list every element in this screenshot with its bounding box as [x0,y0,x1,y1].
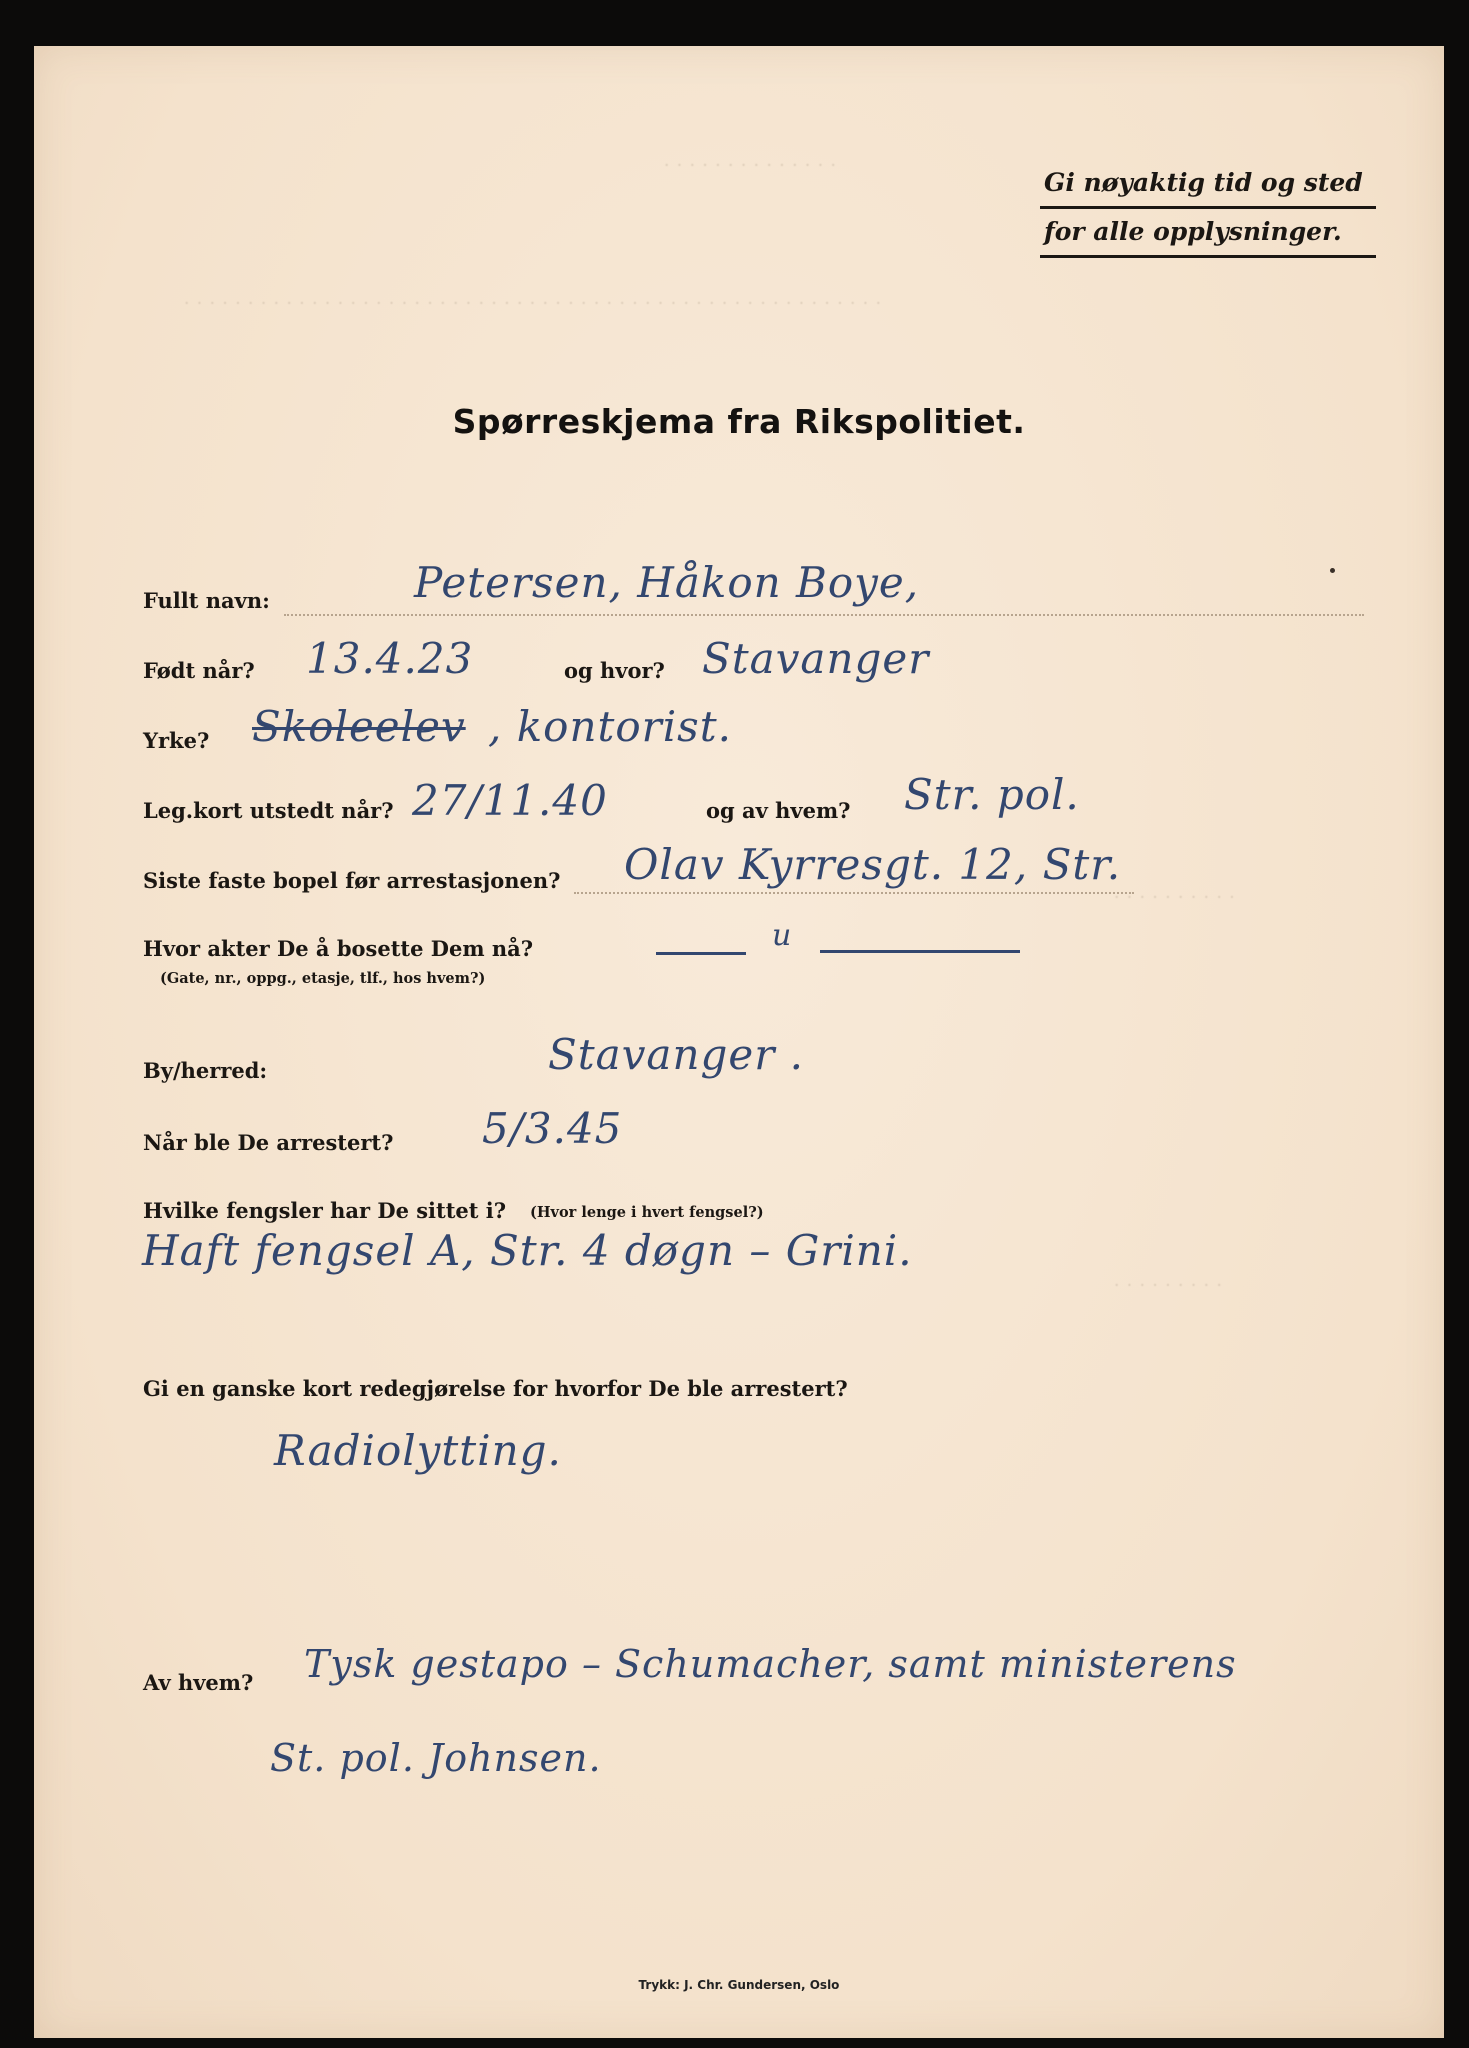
address-value: Olav Kyrresgt. 12, Str. [624,840,1122,889]
occupation-struck-value: Skoleelev [252,702,466,751]
printer-imprint: Trykk: J. Chr. Gundersen, Oslo [638,1978,840,1992]
by-whom-value-line2: St. pol. Johnsen. [270,1736,602,1780]
name-value: Petersen, Håkon Boye, [414,558,920,607]
born-where-value: Stavanger [702,634,930,683]
born-where-label: og hvor? [564,658,665,683]
legkort-by-value: Str. pol. [904,770,1080,819]
name-line [284,614,1364,616]
arrested-value: 5/3.45 [482,1104,623,1153]
settle-hint: (Gate, nr., oppg., etasje, tlf., hos hvem?) [160,970,486,987]
town-value: Stavanger . [548,1030,805,1079]
born-label: Født når? [143,658,255,683]
ink-speck [1330,568,1335,573]
instruction-notice [1040,160,1376,258]
settle-value: u [772,918,793,953]
address-line [574,892,1134,894]
settle-dash-right [820,950,1020,953]
questionnaire-sheet [34,46,1444,2038]
prisons-label: Hvilke fengsler har De sittet i? [143,1198,507,1223]
name-label: Fullt navn: [143,588,270,613]
by-whom-value-line1: Tysk gestapo – Schumacher, samt ministerens [304,1642,1237,1686]
arrested-label: Når ble De arrestert? [143,1130,394,1155]
occupation-value: , kontorist. [488,702,732,751]
prisons-hint: (Hvor lenge i hvert fengsel?) [530,1204,764,1221]
notice-line-2: for alle opplysninger. [1040,209,1376,258]
settle-label: Hvor akter De å bosette Dem nå? [143,936,534,961]
occupation-label: Yrke? [143,728,210,753]
born-date-value: 13.4.23 [306,634,474,683]
form-title: Spørreskjema fra Rikspolitiet. [452,402,1026,441]
legkort-date-value: 27/11.40 [412,776,608,825]
reason-label: Gi en ganske kort redegjørelse for hvorfor De ble arrestert? [143,1376,848,1401]
notice-line-1: Gi nøyaktig tid og sted [1040,160,1376,209]
bleed-through-text: · · · · · · · · · · · · · · [664,156,837,176]
bleed-through-text: · · · · · · · · · · [1114,888,1236,908]
bleed-through-text: · · · · · · · · · · · · · · · · · · · · · · · · · · · · · · · · · · · · · · · · · · · · · · · · · · · · · · · [184,294,883,314]
bleed-through-text: · · · · · · · · · [1114,1276,1223,1296]
town-label: By/herred: [143,1058,268,1083]
by-whom-label: Av hvem? [143,1670,254,1695]
legkort-label: Leg.kort utstedt når? [143,798,394,823]
settle-dash-left [656,952,746,955]
address-label: Siste faste bopel før arrestasjonen? [143,868,561,893]
prisons-value: Haft fengsel A, Str. 4 døgn – Grini. [142,1226,913,1275]
reason-value: Radiolytting. [274,1426,562,1475]
legkort-by-label: og av hvem? [706,798,851,823]
